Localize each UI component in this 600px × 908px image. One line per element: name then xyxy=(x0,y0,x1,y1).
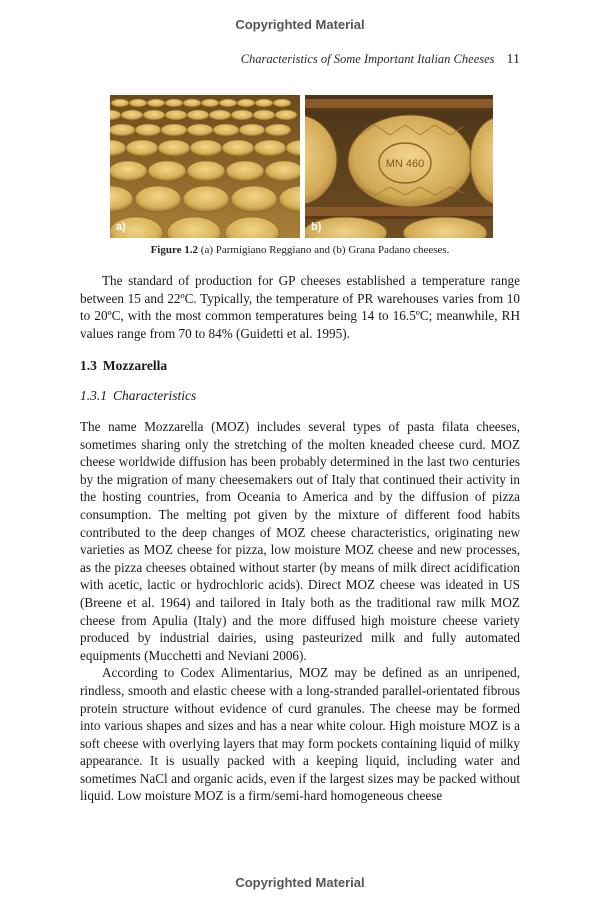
rind-stamp-text: MN 460 xyxy=(385,158,425,170)
panel-a-label: a) xyxy=(116,221,126,233)
section-title: Mozzarella xyxy=(102,358,168,373)
grana-padano-photo xyxy=(305,95,493,238)
figure-caption-label: Figure 1.2 xyxy=(150,244,199,256)
figure-1-2 xyxy=(110,95,493,238)
paragraph-1: The name Mozzarella (MOZ) includes several types of pasta filata cheeses, sometimes sharing only the stretching of the molten kneaded cheese curd. MOZ cheese worldwide diffusion has been probably determined in the last two centuries by the migration of many cheesemakers out of Italy that continued their activity in the hosting countries, from Oceania to America and by the diffusion of pizza consumption. The melting pot given by the mixture of different food habits contributed to the deep changes of MOZ cheese characteristics, originating new varieties as MOZ cheese for pizza, low moisture MOZ cheese and new processes, as the pizza cheeses obtained without starter (by means of milk direct acidification with acetic, lactic or hydrochloric acids). Direct MOZ cheese was ideated in US (Breene et al. 1964) and tailored in Italy both as the traditional raw milk MOZ cheese from Apulia (Italy) and the more diffused high moisture cheese variety produced by industrial dairies, using pasteurized milk and fully automated equipments (Mucchetti and Neviani 2006). xyxy=(80,419,520,663)
cheese-rows-illustration xyxy=(110,95,300,238)
panel-b-label: b) xyxy=(311,221,322,233)
parmigiano-reggiano-photo xyxy=(110,95,300,238)
section-heading xyxy=(80,358,167,374)
cheese-shelf-illustration xyxy=(305,95,493,238)
subsection-number: 1.3.1 xyxy=(80,388,107,403)
mozzarella-body xyxy=(80,418,520,805)
copyright-watermark-top: Copyrighted Material xyxy=(235,17,365,32)
intro-paragraph-block xyxy=(80,272,520,342)
subsection-title: Characteristics xyxy=(113,388,197,403)
copyright-watermark-bottom: Copyrighted Material xyxy=(235,875,365,890)
intro-paragraph: The standard of production for GP cheeses established a temperature range between 15 and 22ºC. Typically, the temperature of PR warehouses varies from 10 to 20ºC, with the most common temperatures being 14 to 16.5ºC; meanwhile, RH values range from 70 to 84% (Guidetti et al. 1995). xyxy=(80,273,520,341)
running-head-title: Characteristics of Some Important Italian Cheeses xyxy=(240,52,495,66)
page-number: 11 xyxy=(506,52,520,67)
running-head xyxy=(80,52,520,68)
section-number: 1.3 xyxy=(80,358,97,373)
figure-caption xyxy=(80,244,520,256)
paragraph-2: According to Codex Alimentarius, MOZ may be defined as an unripened, rindless, smooth and elastic cheese with a long-stranded parallel-orientated fibrous protein structure without evidence of curd granules. The cheese may be formed into various shapes and sizes and has a near white colour. High moisture MOZ is a soft cheese with overlying layers that may form pockets containing liquid of milky appearance. It is usually packed with a keeping liquid, including water and sometimes NaCl and organic acids, even if the largest sizes may be packed without liquid. Low moisture MOZ is a firm/semi-hard homogeneous cheese xyxy=(80,665,520,804)
figure-caption-text: (a) Parmigiano Reggiano and (b) Grana Padano cheeses. xyxy=(200,244,450,256)
subsection-heading xyxy=(80,388,196,404)
